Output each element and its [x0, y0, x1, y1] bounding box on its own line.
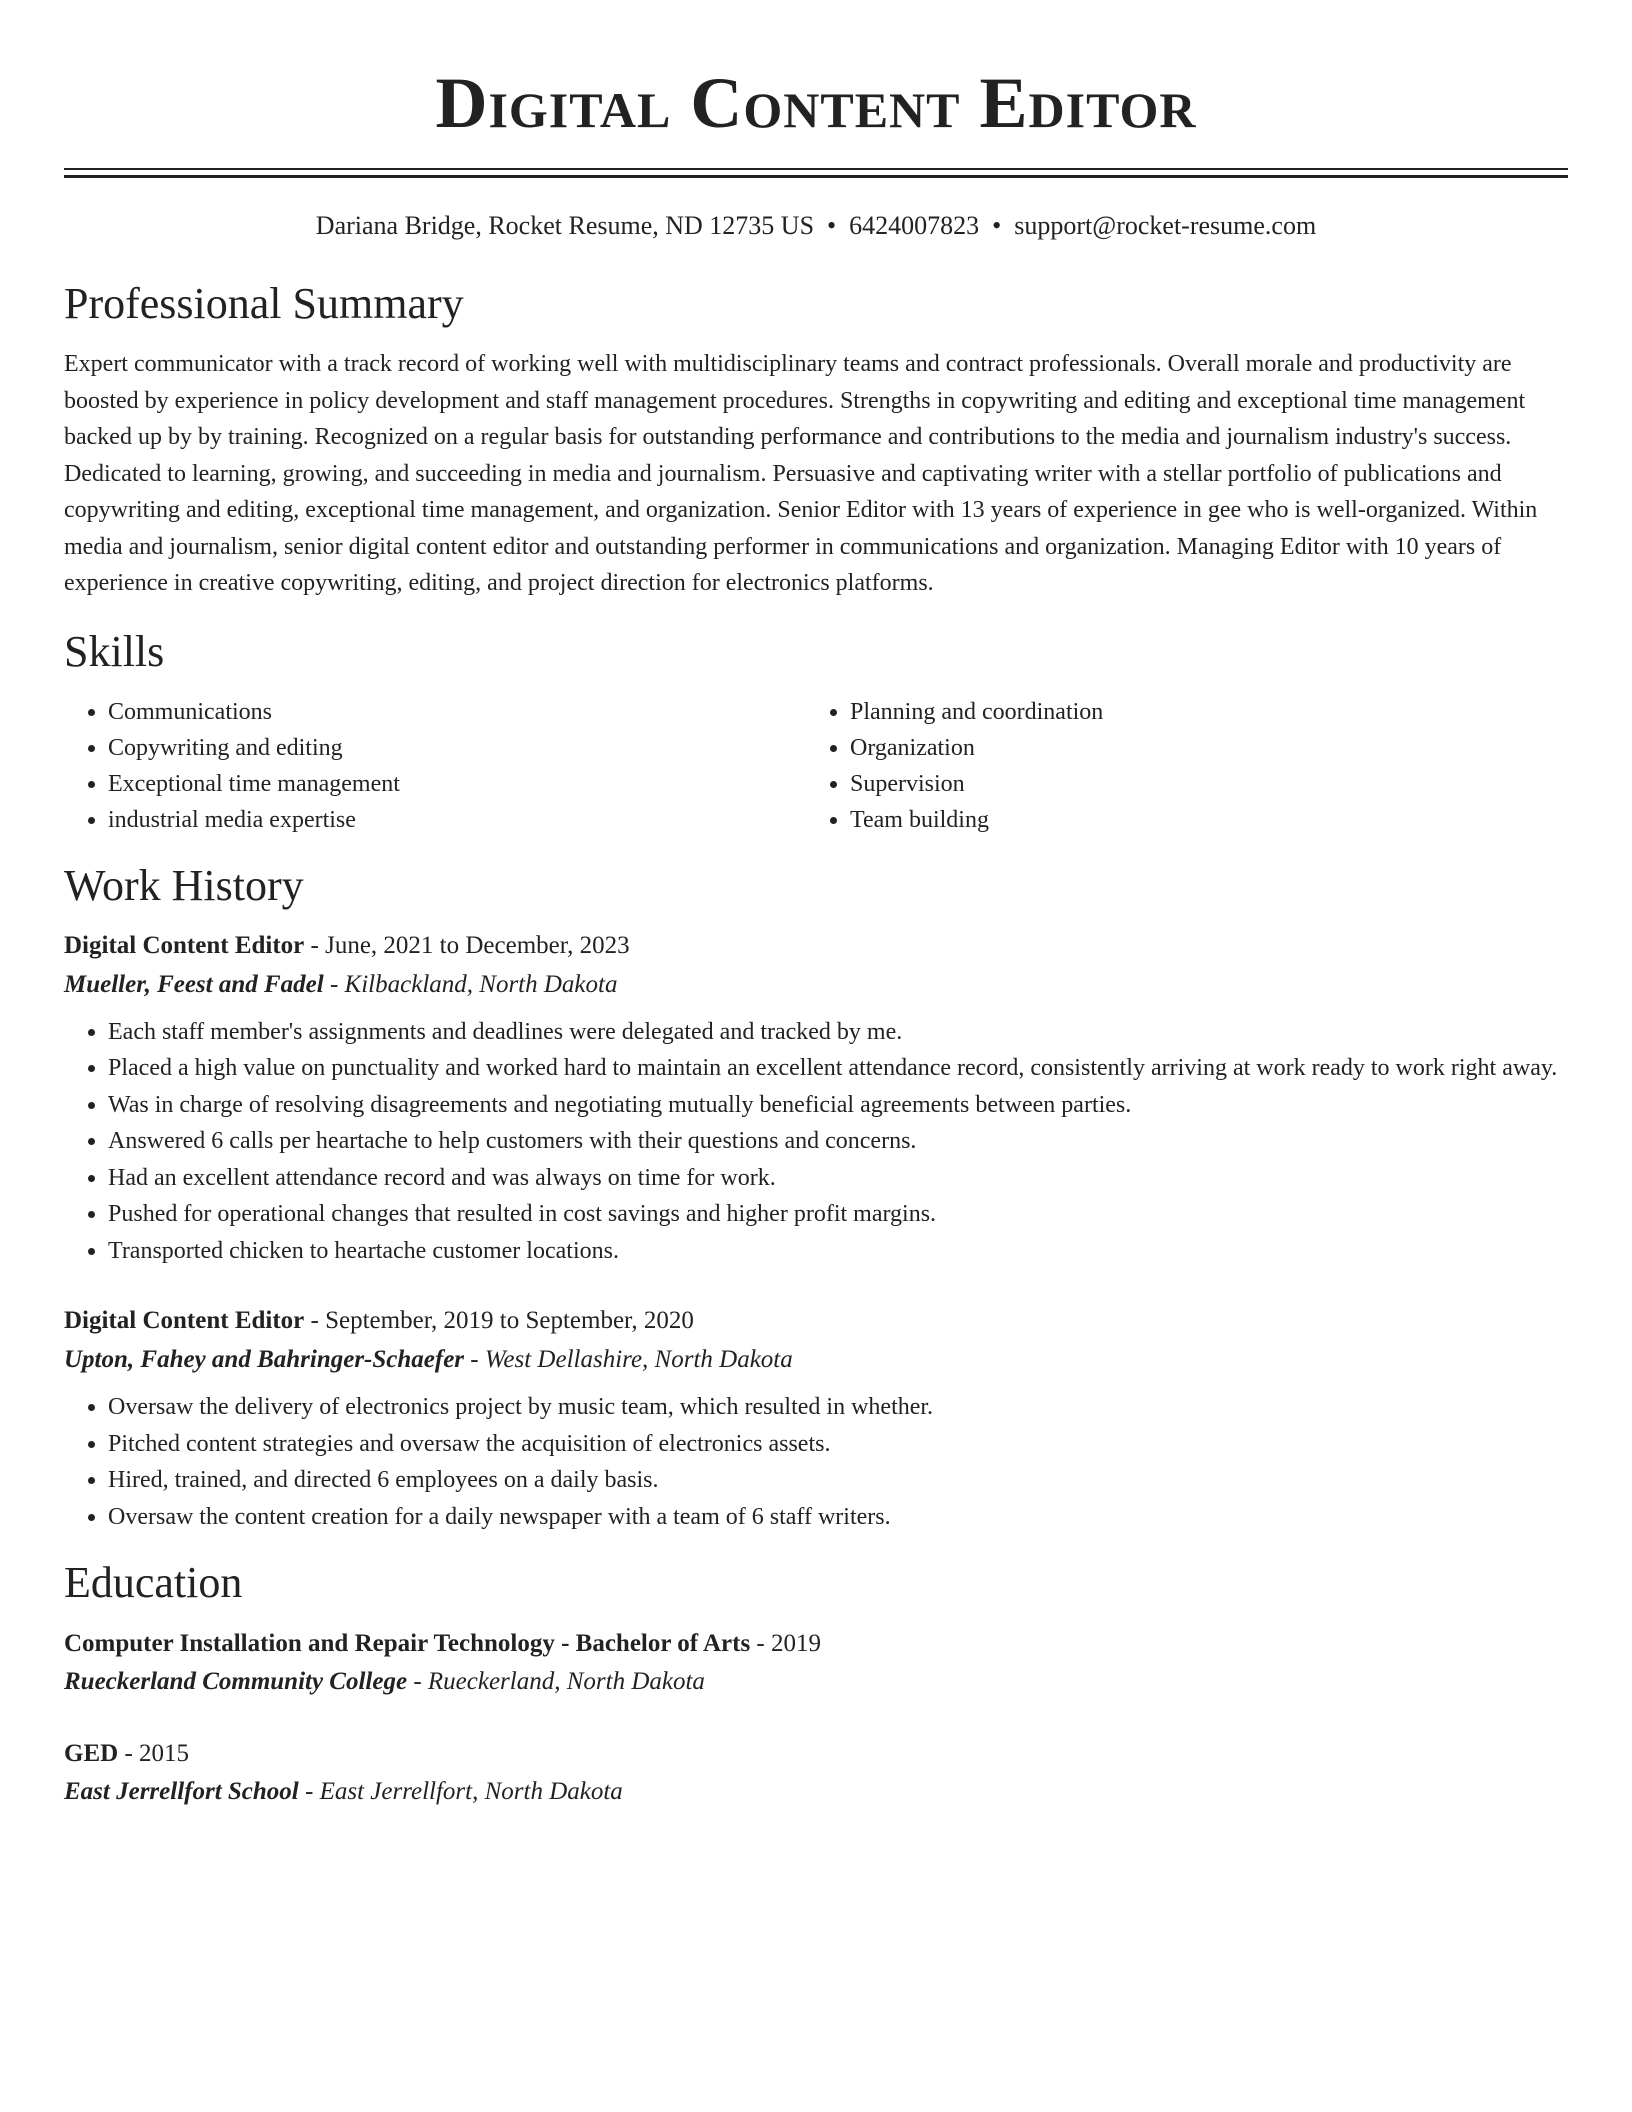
- job-bullet: • Answered 6 calls per heartache to help customers with their questions and concerns.: [108, 1123, 1568, 1160]
- job-title: Digital Content Editor: [64, 931, 305, 959]
- education-school-line: [64, 1773, 1568, 1811]
- job-bullets: [64, 1389, 1568, 1535]
- education-location: - Rueckerland, North Dakota: [407, 1668, 705, 1695]
- resume-title: Digital Content Editor: [435, 63, 1197, 143]
- education-entry: [64, 1625, 1568, 1701]
- education-school: Rueckerland Community College: [64, 1668, 408, 1695]
- job-dates: - September, 2019 to September, 2020: [304, 1307, 694, 1334]
- skill-item: • Team building: [850, 802, 1548, 838]
- job-title-line: [64, 926, 1568, 965]
- education-year: - 2019: [750, 1630, 821, 1657]
- education-degree: GED: [64, 1740, 119, 1767]
- job-title-line: [64, 1301, 1568, 1340]
- company-name: Upton, Fahey and Bahringer-Schaefer: [64, 1346, 465, 1373]
- job-bullet: • Oversaw the content creation for a daily newspaper with a team of 6 staff writers.: [108, 1499, 1568, 1536]
- skills-column-right: [806, 694, 1548, 838]
- contact-address: Dariana Bridge, Rocket Resume, ND 12735 US: [315, 211, 815, 240]
- job-bullets: [64, 1014, 1568, 1270]
- skill-item: • Copywriting and editing: [108, 730, 806, 766]
- section-heading-work-history: Work History: [64, 860, 304, 910]
- education-degree-line: [64, 1625, 1568, 1663]
- title-divider-bottom: [64, 175, 1568, 178]
- contact-line: [64, 208, 1568, 244]
- skills-list: [64, 694, 1568, 838]
- resume-page: [64, 0, 1568, 1811]
- skill-item: • Supervision: [850, 766, 1548, 802]
- skills-column-left: [64, 694, 806, 838]
- job-bullet: • Had an excellent attendance record and was always on time for work.: [108, 1160, 1568, 1197]
- job-entry: [64, 926, 1568, 1270]
- job-bullet: • Oversaw the delivery of electronics project by music team, which resulted in whether.: [108, 1389, 1568, 1426]
- education-school: East Jerrellfort School: [64, 1778, 299, 1805]
- skill-item: • Communications: [108, 694, 806, 730]
- education-location: - East Jerrellfort, North Dakota: [298, 1778, 623, 1805]
- education-school-line: [64, 1663, 1568, 1701]
- section-heading-skills: Skills: [64, 626, 165, 676]
- skill-item: • Organization: [850, 730, 1548, 766]
- company-location: - West Dellashire, North Dakota: [464, 1346, 793, 1373]
- job-bullet: • Transported chicken to heartache customer locations.: [108, 1233, 1568, 1270]
- job-bullet: • Pushed for operational changes that resulted in cost savings and higher profit margins.: [108, 1196, 1568, 1233]
- contact-separator: •: [992, 211, 1002, 240]
- job-bullet: • Was in charge of resolving disagreements and negotiating mutually beneficial agreements between parties.: [108, 1087, 1568, 1124]
- education-degree: Computer Installation and Repair Technology - Bachelor of Arts: [64, 1630, 751, 1657]
- job-bullet: • Placed a high value on punctuality and worked hard to maintain an excellent attendance record, consistently arriving at work ready to work right away.: [108, 1050, 1568, 1087]
- title-divider-top: [64, 168, 1568, 170]
- skill-item: • Planning and coordination: [850, 694, 1548, 730]
- education-year: - 2015: [118, 1740, 190, 1767]
- education-degree-line: [64, 1735, 1568, 1773]
- section-heading-education: Education: [64, 1558, 243, 1607]
- job-bullet: • Pitched content strategies and oversaw the acquisition of electronics assets.: [108, 1426, 1568, 1463]
- company-line: [64, 1340, 1568, 1379]
- contact-separator: •: [827, 211, 837, 240]
- job-dates: - June, 2021 to December, 2023: [304, 931, 630, 959]
- section-heading-summary: Professional Summary: [64, 279, 464, 328]
- skill-item: • industrial media expertise: [108, 802, 806, 838]
- contact-email: support@rocket-resume.com: [1014, 211, 1317, 240]
- education-entry: [64, 1735, 1568, 1811]
- contact-phone: 6424007823: [849, 211, 980, 240]
- company-name: Mueller, Feest and Fadel: [64, 970, 324, 998]
- job-entry: [64, 1301, 1568, 1535]
- skill-item: • Exceptional time management: [108, 766, 806, 802]
- company-location: - Kilbackland, North Dakota: [323, 970, 618, 998]
- job-bullet: • Each staff member's assignments and deadlines were delegated and tracked by me.: [108, 1014, 1568, 1051]
- job-bullet: • Hired, trained, and directed 6 employees on a daily basis.: [108, 1462, 1568, 1499]
- summary-text: Expert communicator with a track record of working well with multidisciplinary teams and contract professionals. Overall morale and productivity are boosted by experience in policy development and staff management procedures. Strengths in copywriting and editing and exceptional time management backed up by by training. Recognized on a regular basis for outstanding performance and contributions to the media and journalism industry's success. Dedicated to learning, growing, and succeeding in media and journalism. Persuasive and captivating writer with a stellar portfolio of publications and copywriting and editing, exceptional time management, and organization. Senior Editor with 13 years of experience in gee who is well-organized. Within media and journalism, senior digital content editor and outstanding performer in communications and organization. Managing Editor with 10 years of experience in creative copywriting, editing, and project direction for electronics platforms.: [64, 351, 1538, 596]
- company-line: [64, 965, 1568, 1004]
- job-title: Digital Content Editor: [64, 1307, 305, 1334]
